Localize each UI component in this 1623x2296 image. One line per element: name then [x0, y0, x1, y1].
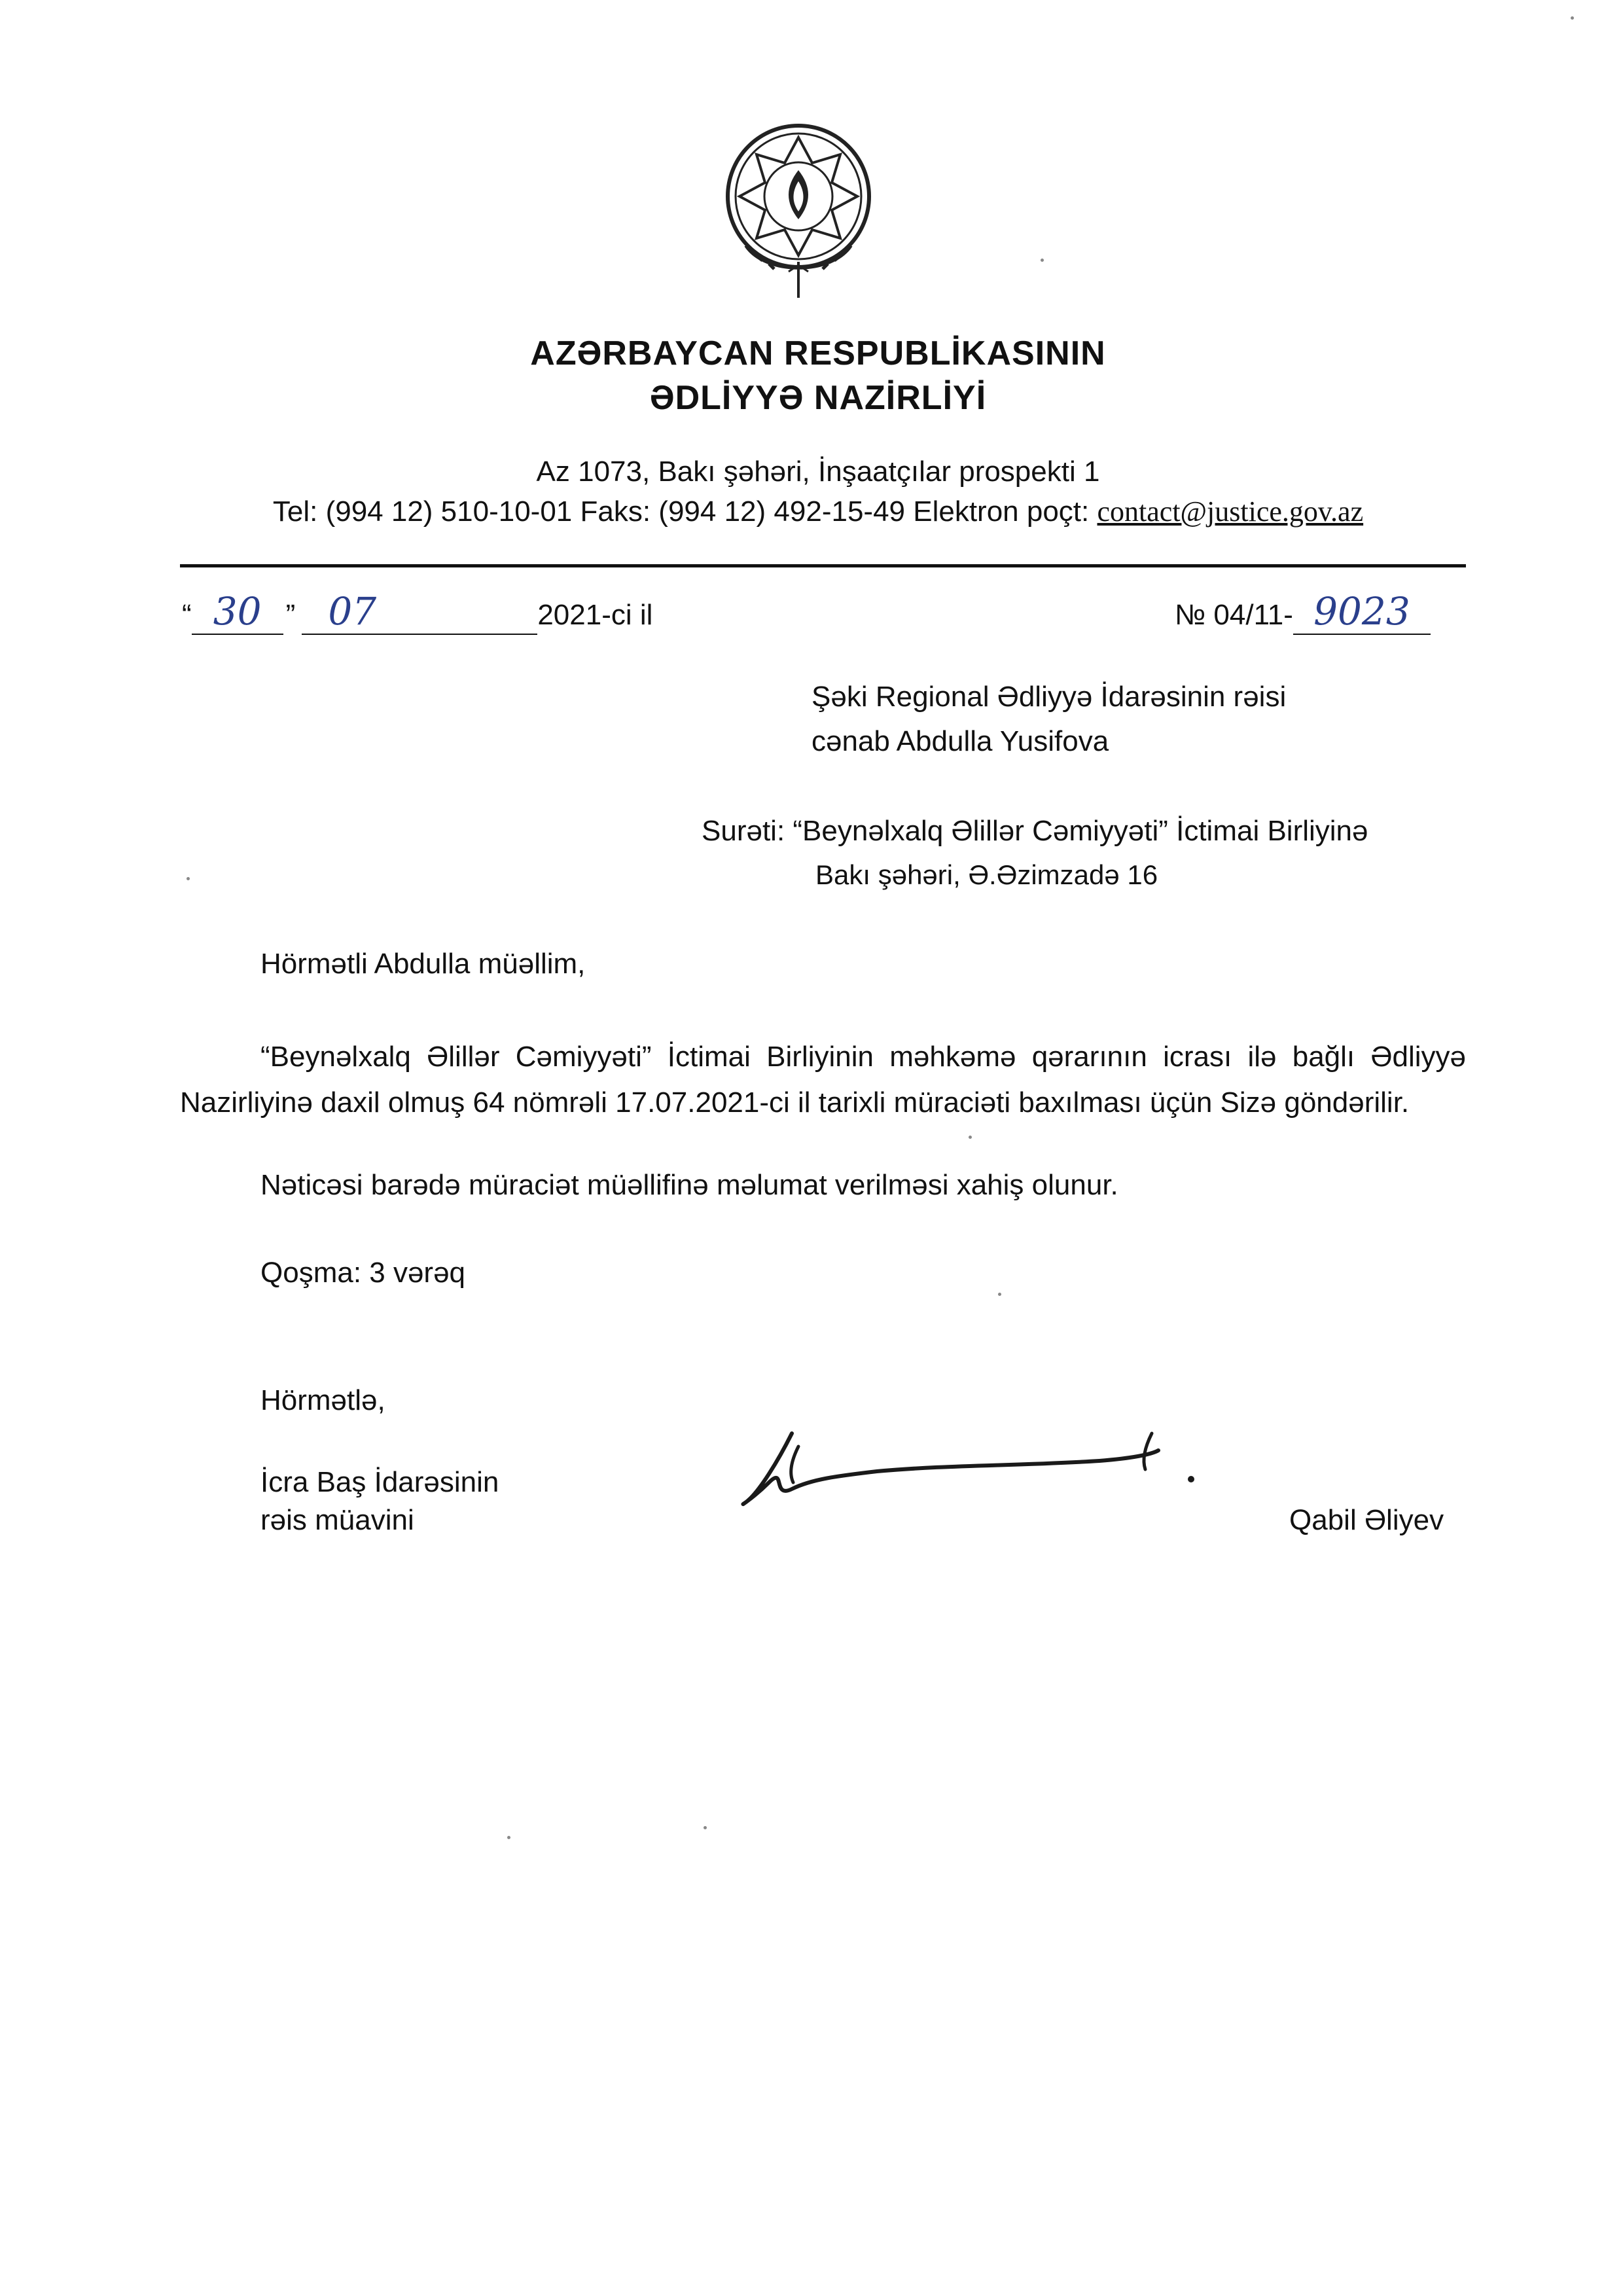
- copy-line2: Bakı şəhəri, Ə.Əzimzadə 16: [815, 859, 1158, 890]
- closing: Hörmətlə,: [260, 1384, 385, 1416]
- scan-speck: [998, 1293, 1001, 1296]
- date-year: 2021-ci il: [537, 599, 653, 631]
- org-title-line1: AZƏRBAYCAN RESPUBLİKASININ: [530, 334, 1106, 372]
- date-day: 30: [213, 589, 262, 634]
- contact-line: [0, 495, 1623, 528]
- scan-speck: [1041, 259, 1044, 262]
- org-title-line2: ƏDLİYYƏ NAZİRLİYİ: [649, 379, 987, 417]
- date-field: [182, 589, 652, 635]
- scan-speck: [1571, 16, 1574, 20]
- date-open-quote: “: [182, 599, 192, 631]
- coat-of-arms-emblem: [720, 121, 877, 304]
- signer-name: Qabil Əliyev: [1289, 1504, 1444, 1536]
- attachment-note: Qoşma: 3 vərəq: [260, 1257, 466, 1289]
- header-divider: [180, 564, 1466, 567]
- address-line: Az 1073, Bakı şəhəri, İnşaatçılar prospekti 1: [536, 456, 1100, 488]
- recipient-line2: cənab Abdulla Yusifova: [812, 725, 1109, 757]
- recipient-line1: Şəki Regional Ədliyyə İdarəsinin rəisi: [812, 681, 1287, 713]
- tel-fax-text: Tel: (994 12) 510-10-01 Faks: (994 12) 492-15-49 Elektron poçt:: [272, 495, 1090, 528]
- scan-speck: [704, 1826, 707, 1829]
- date-month-field: [302, 589, 537, 635]
- handwritten-signature: [733, 1420, 1230, 1518]
- signer-title-line1: İcra Baş İdarəsinin: [260, 1466, 499, 1498]
- date-day-field: [192, 589, 283, 635]
- scan-speck: [507, 1836, 510, 1839]
- document-number: [1175, 589, 1431, 635]
- copy-line1: Surəti: “Beynəlxalq Əlillər Cəmiyyəti” İctimai Birliyinə: [702, 815, 1368, 847]
- email-link[interactable]: contact@justice.gov.az: [1097, 495, 1364, 528]
- document-number-field: [1293, 589, 1431, 635]
- signer-title-line2: rəis müavini: [260, 1504, 414, 1536]
- date-month: 07: [328, 589, 377, 634]
- salutation: Hörmətli Abdulla müəllim,: [260, 948, 586, 980]
- date-close-quote: ”: [285, 599, 296, 631]
- document-number-handwritten: 9023: [1313, 589, 1410, 634]
- document-number-prefix: № 04/11-: [1175, 599, 1293, 631]
- body-paragraph-2: Nəticəsi barədə müraciət müəllifinə məlumat verilməsi xahiş olunur.: [260, 1169, 1118, 1201]
- body-paragraph-1: “Beynəlxalq Əlillər Cəmiyyəti” İctimai Birliyinin məhkəmə qərarının icrası ilə bağlı Ədliyyə Nazirliyinə daxil olmuş 64 nömrəli 17.07.2021-ci il tarixli müraciəti baxılması üçün Sizə göndərilir.: [180, 1041, 1466, 1119]
- scan-speck: [969, 1136, 972, 1139]
- scan-speck: [187, 877, 190, 880]
